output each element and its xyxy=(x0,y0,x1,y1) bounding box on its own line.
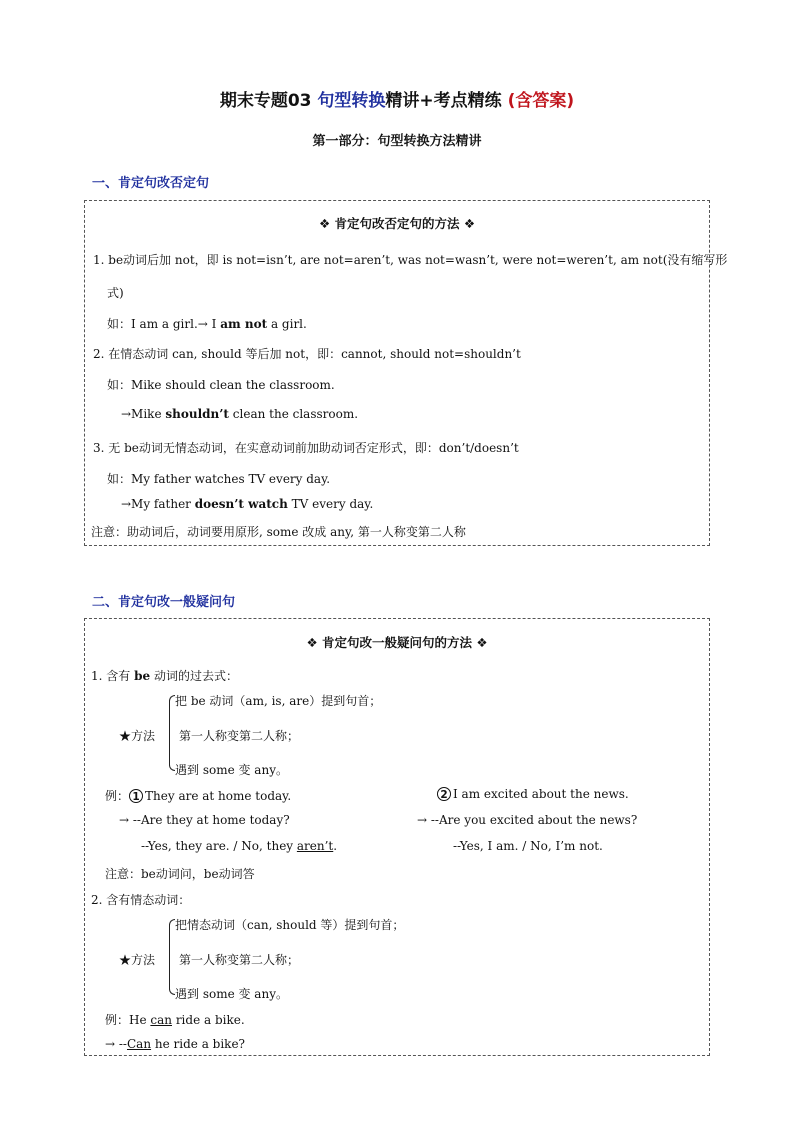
rule3-example2: →My father doesn’t watch TV every day. xyxy=(121,497,374,511)
example1: 例： 1 They are at home today. xyxy=(105,789,292,803)
example1-answer: --Yes, they are. / No, they aren’t. xyxy=(141,839,338,853)
section2-box-title: ❖ 肯定句改一般疑问句的方法 ❖ xyxy=(306,635,488,650)
rule3-text: 3. 无 be动词无情态动词，在实意动词前加助动词否定形式，即：don’t/doesn’t xyxy=(93,441,519,455)
method2-label: ★方法 xyxy=(119,953,156,967)
example3: 例：He can ride a bike. xyxy=(105,1013,245,1027)
method1-step2: 第一人称变第二人称； xyxy=(179,729,300,743)
section2-box xyxy=(84,618,710,1056)
method1-label: ★方法 xyxy=(119,729,156,743)
rule1-text: 1. be动词后加 not，即 is not=isn’t, are not=aren’t, was not=wasn’t, were not=weren’t, am not(没有缩写形 xyxy=(93,253,728,267)
example3-question: → --Can he ride a bike? xyxy=(105,1037,245,1051)
rule1-example: 如：I am a girl.→ I am not a girl. xyxy=(107,317,307,331)
rule2-text: 2. 在情态动词 can, should 等后加 not，即：cannot, should not=shouldn’t xyxy=(93,347,521,361)
page-title: 期末专题03 句型转换精讲+考点精练 (含答案) xyxy=(219,91,575,111)
circled-number-2: 2 xyxy=(437,787,451,801)
section1-box-title: ❖ 肯定句改否定句的方法 ❖ xyxy=(318,216,476,231)
method2-step2: 第一人称变第二人称； xyxy=(179,953,300,967)
method2-step1: 把情态动词（can, should 等）提到句首； xyxy=(175,918,405,932)
section2-note: 注意：be动词问，be动词答 xyxy=(105,867,255,881)
rule1-cont: 式) xyxy=(107,286,124,300)
rule2-example2: →Mike shouldn’t clean the classroom. xyxy=(121,407,359,421)
example2-answer: --Yes, I am. / No, I’m not. xyxy=(453,839,603,853)
section1-heading: 一、肯定句改否定句 xyxy=(92,176,210,191)
rule3-example1: 如：My father watches TV every day. xyxy=(107,472,331,486)
example2: 2 I am excited about the news. xyxy=(437,787,629,801)
method2-step3: 遇到 some 变 any。 xyxy=(175,987,288,1001)
section2-heading: 二、肯定句改一般疑问句 xyxy=(92,595,236,610)
page-subtitle: 第一部分：句型转换方法精讲 xyxy=(312,134,482,149)
method1-step3: 遇到 some 变 any。 xyxy=(175,763,288,777)
item2-text: 2. 含有情态动词： xyxy=(91,893,191,907)
section1-note: 注意：助动词后，动词要用原形, some 改成 any, 第一人称变第二人称 xyxy=(91,525,466,539)
circled-number-1: 1 xyxy=(129,789,143,803)
example1-question: → --Are they at home today? xyxy=(119,813,290,827)
item1-text: 1. 含有 be 动词的过去式： xyxy=(91,669,238,683)
example2-question: → --Are you excited about the news? xyxy=(417,813,638,827)
method1-step1: 把 be 动词（am, is, are）提到句首； xyxy=(175,694,382,708)
section1-box xyxy=(84,200,728,546)
rule2-example1: 如：Mike should clean the classroom. xyxy=(107,378,335,392)
